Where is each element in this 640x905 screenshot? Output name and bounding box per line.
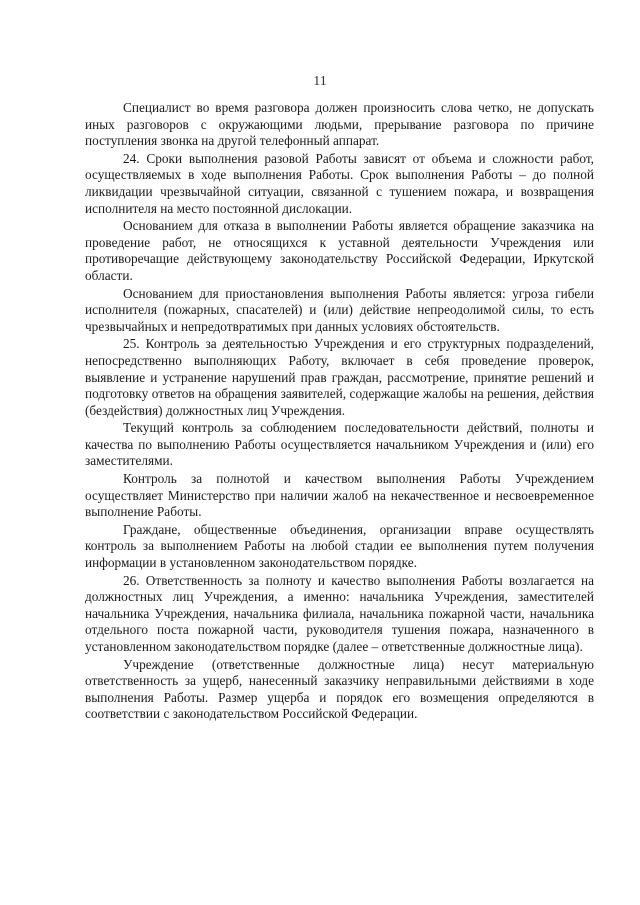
document-body — [85, 100, 594, 724]
paragraph-refusal-grounds: Основанием для отказа в выполнении Работы является обращение заказчика на проведение работ, не относящихся к уставной деятельности Учреждения или противоречащие действующему законодательству Российской Федерации, Иркутской области. — [85, 218, 594, 283]
paragraph-operator-speech: Специалист во время разговора должен произносить слова четко, не допускать иных разговоров с окружающими людьми, прерывание разговора по причине поступления звонка на другой телефонный аппарат. — [85, 100, 594, 149]
paragraph-material-liability: Учреждение (ответственные должностные лица) несут материальную ответственность за ущерб, нанесенный заказчику неправильными действиями в ходе выполнения Работы. Размер ущерба и порядок его возмещения определяются в соответствии с законодательством Российской Федерации. — [85, 656, 594, 722]
page-number: 11 — [313, 74, 327, 89]
paragraph-26-responsibility: 26. Ответственность за полноту и качество выполнения Работы возлагается на должностных лиц Учреждения, а именно: начальника Учреждения, заместителей начальника Учреждения, начальника филиала, начальника пожарной части, начальника отдельного поста пожарной части, руководителя тушения пожара, назначенного в установленном законодательством порядке (далее – ответственные должностные лица). — [85, 572, 594, 654]
paragraph-current-control: Текущий контроль за соблюдением последовательности действий, полноты и качества по выполнению Работы осуществляется начальником Учреждения и (или) его заместителями. — [85, 420, 594, 469]
paragraph-24-terms: 24. Сроки выполнения разовой Работы зависят от объема и сложности работ, осуществляемых в ходе выполнения Работы. Срок выполнения Работы – до полной ликвидации чрезвычайной ситуации, связанной с тушением пожара, и возвращения исполнителя на место постоянной дислокации. — [85, 150, 594, 216]
paragraph-25-control: 25. Контроль за деятельностью Учреждения и его структурных подразделений, непосредственно выполняющих Работу, включает в себя проведение проверок, выявление и устранение нарушений прав граждан, рассмотрение, принятие решений и подготовку ответов на обращения заявителей, содержащие жалобы на решения, действия (бездействия) должностных лиц Учреждения. — [85, 336, 594, 418]
paragraph-suspension-grounds: Основанием для приостановления выполнения Работы является: угроза гибели исполнителя (пожарных, спасателей) и (или) действие непреодолимой силы, то есть чрезвычайных и непредотвратимых при данных условиях обстоятельств. — [85, 285, 594, 334]
paragraph-public-control: Граждане, общественные объединения, организации вправе осуществлять контроль за выполнением Работы на любой стадии ее выполнения путем получения информации в установленном законодательством порядке. — [85, 521, 594, 571]
paragraph-ministry-control: Контроль за полнотой и качеством выполнения Работы Учреждением осуществляет Министерство при наличии жалоб на некачественное и несвоевременное выполнение Работы. — [85, 471, 594, 520]
